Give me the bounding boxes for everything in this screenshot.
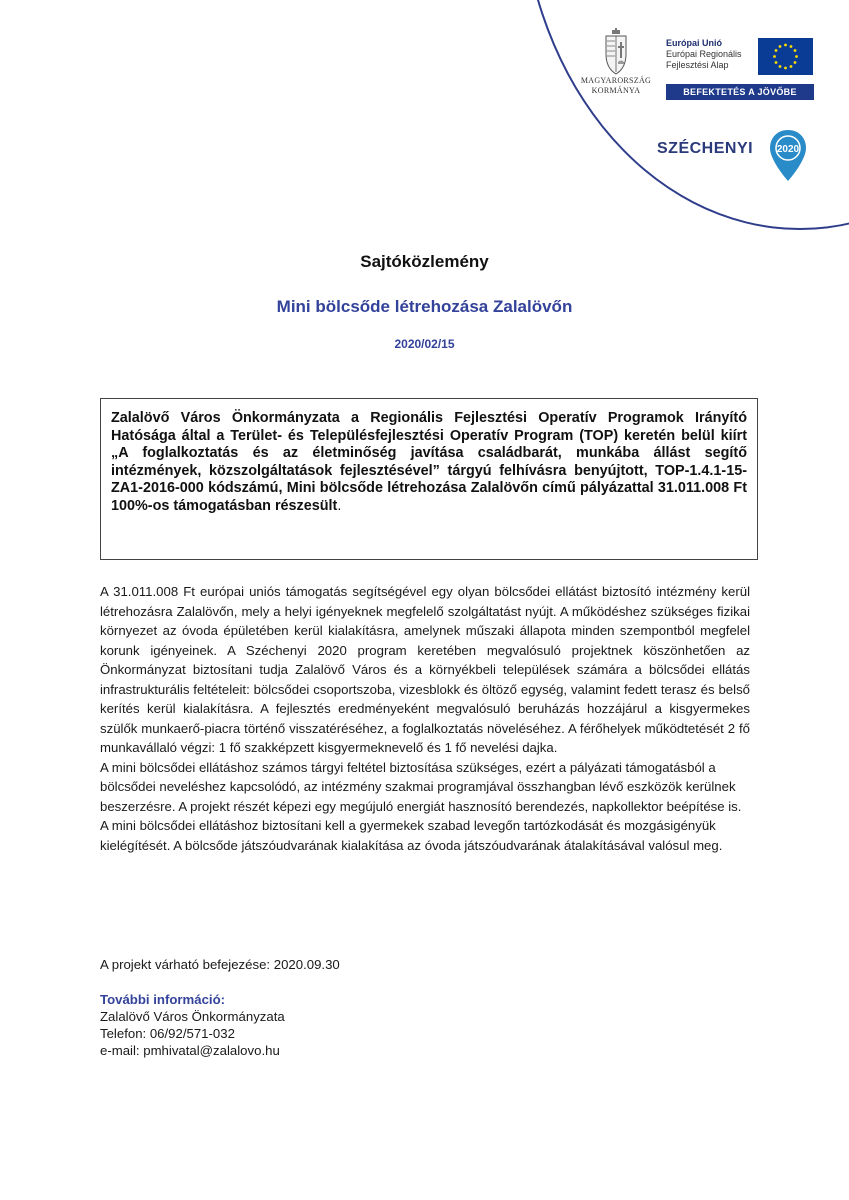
eu-flag-icon — [758, 38, 813, 75]
eu-text — [666, 38, 752, 71]
contact-phone: Telefon: 06/92/571-032 — [100, 1026, 235, 1041]
gov-logo-line2: KORMÁNYA — [591, 86, 641, 95]
body-text — [100, 582, 750, 855]
eu-banner: BEFEKTETÉS A JÖVŐBE — [666, 84, 814, 100]
contact-email: e-mail: pmhivatal@zalalovo.hu — [100, 1043, 280, 1058]
contact-block — [100, 991, 285, 1059]
gov-logo-line1: MAGYARORSZÁG — [580, 76, 652, 85]
coat-of-arms-icon — [603, 28, 629, 76]
page-title: Sajtóközlemény — [360, 252, 489, 271]
szechenyi-year: 2020 — [776, 144, 800, 155]
eu-line2: Európai Regionális — [666, 49, 742, 59]
body-paragraph-3: A mini bölcsődei ellátáshoz biztosítani kell a gyermekek szabad levegőn tartózkodását és mozgásigényük kielégítését. A bölcsőde játszóudvarának kialakítása az óvoda játszóudvarának átalakításával valósul meg. — [100, 818, 723, 853]
summary-text: Zalalövő Város Önkormányzata a Regionális Fejlesztési Operatív Programok Irányító Hatósága által a Terület- és Településfejlesztési Operatív Program (TOP) keretén belül kiírt „A foglalkoztatás és az életminőség javítása családbarát, munkába állást segítő intézmények, közszolgáltatások fejlesztésével” tárgyú felhívásra benyújtott, TOP-1.4.1-15-ZA1-2016-000 kódszámú, Mini bölcsőde létrehozása Zalalövőn című pályázattal 31.011.008 Ft 100%-os támogatásban részesült — [111, 410, 747, 514]
contact-heading: További információ: — [100, 992, 226, 1007]
page-subtitle: Mini bölcsőde létrehozása Zalalövőn — [276, 297, 573, 316]
release-date: 2020/02/15 — [394, 337, 455, 351]
contact-organization: Zalalövő Város Önkormányzata — [100, 1009, 285, 1024]
completion-date: A projekt várható befejezése: 2020.09.30 — [100, 957, 340, 972]
szechenyi-word: SZÉCHENYI — [657, 140, 754, 157]
summary-box — [100, 398, 758, 560]
eu-line1: Európai Unió — [666, 38, 722, 48]
eu-line3: Fejlesztési Alap — [666, 60, 729, 70]
header-arc — [520, 0, 849, 230]
body-paragraph-1: A 31.011.008 Ft európai uniós támogatás segítségével egy olyan bölcsődei ellátást biztosító intézmény kerül létrehozásra Zalalövőn, mely a helyi igényeknek megfelelő szolgáltatást nyújt. A működéshez szükséges fizikai környezet az óvoda épületében kerül kialakításra, amelynek műszaki állapota minden szempontból megfelel korunk igényeinek. A Széchenyi 2020 program keretében megvalósuló projektnek köszönhetően az Önkormányzat biztosítani tudja Zalalövő Város és a környékbeli települések számára a bölcsődei ellátás infrastrukturális feltételeit: bölcsődei csoportszoba, vizesblokk és öltöző egység, valamint fedett terasz és belső kerítés kerül kialakításra. A fejlesztés eredményeként megvalósuló beruházás hozzájárul a kisgyermekes szülők munkaerő-piacra történő visszatéréséhez, a foglalkoztatás növeléséhez. A férőhelyek működtetését 2 fő munkavállaló végzi: 1 fő szakképzett kisgyermeknevelő és 1 fő nevelési dajka. — [100, 584, 750, 755]
hungarian-government-logo — [576, 28, 656, 96]
body-paragraph-2: A mini bölcsődei ellátáshoz számos tárgyi feltétel biztosítása szükséges, ezért a pályázati támogatásból a bölcsődei neveléshez kapcsolódó, az intézmény szakmai programjával összhangban lévő eszközök kerülnek beszerzésre. A projekt részét képezi egy megújuló energiát hasznosító berendezés, napkollektor beépítése is. — [100, 759, 742, 814]
location-pin-icon — [769, 129, 807, 187]
szechenyi-2020-logo — [657, 129, 807, 189]
summary-tail: . — [337, 497, 342, 514]
